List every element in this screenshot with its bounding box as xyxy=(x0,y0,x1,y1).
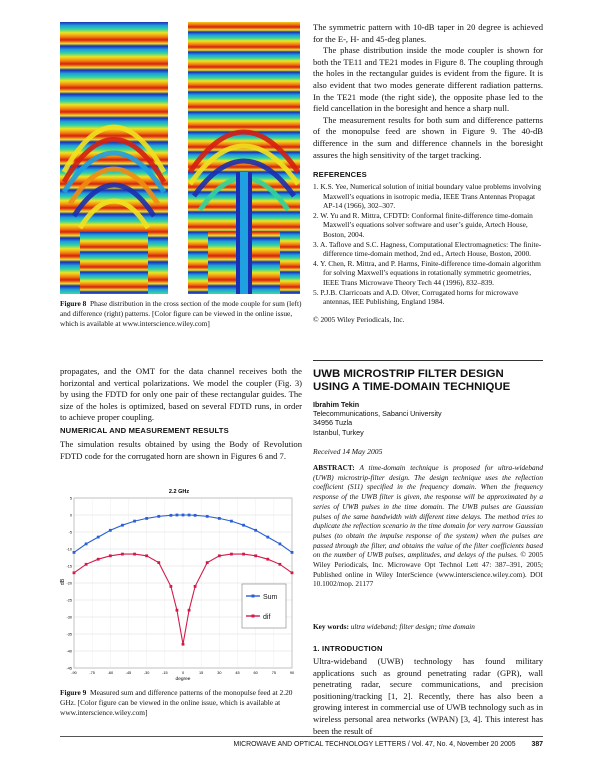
received-date: Received 14 May 2005 xyxy=(313,447,383,456)
reference-2: 2. W. Yu and R. Mittra, CFDTD: Conformal finite-difference time-domain Maxwell’s equations solver software and user’s guide, Artech House, Boston, 2004. xyxy=(313,210,533,239)
y-tick-label: -25 xyxy=(66,598,72,603)
data-point-dif xyxy=(109,554,112,557)
data-point-sum xyxy=(206,515,209,518)
section-paragraph xyxy=(60,439,302,462)
section-rule xyxy=(313,360,543,361)
data-point-sum xyxy=(133,520,136,523)
author-block xyxy=(313,400,543,437)
affiliation-2: 34956 Tuzla xyxy=(313,418,353,428)
x-tick-label: -75 xyxy=(89,671,95,675)
data-point-sum xyxy=(85,543,88,546)
x-tick-label: 60 xyxy=(253,671,258,675)
y-tick-label: -20 xyxy=(66,581,72,586)
sum-field-plot xyxy=(60,22,168,294)
reference-3: 3. A. Taflove and S.C. Hagness, Computational Electromagnetics: The finite-difference time-domain method, 2nd ed., Artech House, Boston, 2000. xyxy=(313,239,542,259)
left-body-paragraph xyxy=(60,366,302,424)
y-ticks xyxy=(67,497,73,671)
x-tick-label: 45 xyxy=(235,671,240,675)
data-point-dif xyxy=(133,553,136,556)
section-paragraph-text: The simulation results obtained by using the Body of Revolution FDTD code for the corrugated horn are shown in Figures 6 and 7. xyxy=(60,439,302,461)
data-point-dif xyxy=(188,609,191,612)
references-list xyxy=(313,182,543,324)
affiliation-1: Telecommunications, Sabanci University xyxy=(313,409,442,419)
figure9-chart xyxy=(58,482,300,682)
author-name: Ibrahim Tekin xyxy=(313,400,360,409)
chart-title: 2.2 GHz xyxy=(168,489,190,495)
data-point-dif xyxy=(169,585,172,588)
abstract xyxy=(313,463,543,589)
article-title-line-1: UWB MICROSTRIP FILTER DESIGN xyxy=(313,368,504,380)
x-tick-label: -45 xyxy=(125,671,132,675)
data-point-dif xyxy=(73,571,76,574)
chart-svg xyxy=(58,482,300,682)
y-axis-label: dB xyxy=(60,578,66,586)
data-point-sum xyxy=(194,514,197,517)
data-point-sum xyxy=(254,529,257,532)
data-point-dif xyxy=(176,609,179,612)
affiliation-3: Istanbul, Turkey xyxy=(313,427,364,437)
data-point-sum xyxy=(230,520,233,523)
data-point-dif xyxy=(266,558,269,561)
abstract-label: ABSTRACT: xyxy=(313,463,355,472)
data-point-dif xyxy=(206,561,209,564)
right-paragraph-3: The measurement results for both sum and difference patterns of the monopulse feed are shown in Figure 9. The 40-dB difference in the sum and difference channels in the boresight assures the high sensitivity of the target tracking. xyxy=(313,114,543,160)
keywords-label: Key words: xyxy=(313,622,349,631)
data-point-sum xyxy=(242,524,245,527)
y-tick-label: -30 xyxy=(66,615,72,620)
data-point-sum xyxy=(109,529,112,532)
reference-5: 5. P.J.B. Clarricoats and A.D. Olver, Corrugated horns for microwave antennas, IEE Publishing, England 1984. xyxy=(313,287,519,307)
x-axis-label: degree xyxy=(175,677,191,682)
figure8-caption-text: Phase distribution in the cross section of the mode couple for sum (left) and difference (right) patterns. [Color figure can be viewed in the online issue, which is available at www.interscience.wiley.com] xyxy=(60,299,302,328)
footer-journal: MICROWAVE AND OPTICAL TECHNOLOGY LETTERS / Vol. 47, No. 4, November 20 2005 xyxy=(233,741,516,748)
keywords-text: ultra wideband; filter design; time domain xyxy=(350,622,475,631)
y-tick-label: -45 xyxy=(66,666,72,671)
x-tick-label: 0 xyxy=(181,671,185,675)
data-point-dif xyxy=(194,585,197,588)
data-point-sum xyxy=(157,515,160,518)
data-point-sum xyxy=(291,551,294,554)
figure9-label: Figure 9 xyxy=(60,688,87,697)
data-point-sum xyxy=(169,514,172,517)
keywords xyxy=(313,622,543,632)
x-tick-label: 75 xyxy=(271,671,276,675)
data-point-dif xyxy=(278,563,281,566)
x-ticks xyxy=(71,671,294,675)
data-point-sum xyxy=(176,514,179,517)
x-tick-label: -90 xyxy=(71,671,77,675)
figure8-field-plots xyxy=(60,22,300,294)
data-point-dif xyxy=(85,563,88,566)
article-title xyxy=(313,368,543,394)
legend xyxy=(242,584,286,628)
reference-4: 4. Y. Chen, R. Mittra, and P. Harms, Finite-difference time-domain algorithm for solving Maxwell’s equations in rotationally symmetric geometries, IEEE Trans Microwave Theory Tech 44 (1996), 832–839. xyxy=(313,258,541,287)
footer xyxy=(60,741,543,748)
intro-heading: 1. INTRODUCTION xyxy=(313,644,383,653)
data-point-dif xyxy=(157,561,160,564)
difference-field-plot xyxy=(188,22,300,294)
data-point-dif xyxy=(97,558,100,561)
data-point-dif xyxy=(182,643,185,646)
figure8-caption xyxy=(60,299,302,328)
x-tick-label: 15 xyxy=(199,671,204,675)
footer-page-number: 387 xyxy=(531,741,543,748)
y-tick-label: 5 xyxy=(69,496,72,501)
references-heading: REFERENCES xyxy=(313,170,367,179)
legend-sum-marker xyxy=(252,595,255,598)
data-point-sum xyxy=(182,514,185,517)
legend-dif-label: dif xyxy=(263,614,271,621)
y-tick-label: -35 xyxy=(66,632,72,637)
data-point-sum xyxy=(73,551,76,554)
data-point-sum xyxy=(278,543,281,546)
body-paragraph: propagates, and the OMT for the data channel receives both the horizontal and vertical polarizations. We model the coupler (Fig. 3) by using the FDTD for only one pair of these rectangular guides. The size of the holes is optimized, based on several FDTD runs, in order to achieve proper coupling. xyxy=(60,366,302,423)
figure9-caption-text: Measured sum and difference patterns of the monopulse feed at 2.20 GHz. [Color figure can be viewed in the online issue, which is available at www.interscience.wiley.com] xyxy=(60,688,293,717)
abstract-text: A time-domain technique is proposed for ultra-wideband (UWB) microstrip-filter design. The design technique uses the reflection coefficient (S11) specified in the frequency domain. When the frequency response of the UWB filter is given, the response will be approximated by a series of UWB pulses in the time domain. The UWB pulses are Gaussian pulses of the same bandwidth with different time delays. The method tries to duplicate the reflection scenario in the time domain for very narrow Gaussian pulses (to obtain the impulse response of the system) when the pulses are passed through the filter, and obtains the value of the filter coefficients based on the number of UWB pulses, amplitudes, and delays of the pulses. xyxy=(313,463,543,560)
data-point-dif xyxy=(254,554,257,557)
figure9-caption xyxy=(60,688,302,717)
y-tick-label: -5 xyxy=(68,530,72,535)
legend-sum-label: Sum xyxy=(263,594,278,601)
footer-rule xyxy=(60,736,543,737)
abstract-tail: © 2005 Wiley Periodicals, Inc. Microwave Opt Technol Lett 47: 387–391, 2005; Published online in Wiley InterScience (www.interscience.wiley.com). DOI 10.1002/mop. 21177 xyxy=(313,550,543,589)
right-top-text xyxy=(313,22,543,161)
data-point-dif xyxy=(242,553,245,556)
data-point-dif xyxy=(121,553,124,556)
data-point-sum xyxy=(266,536,269,539)
x-tick-label: 90 xyxy=(289,671,295,675)
copyright: © 2005 Wiley Periodicals, Inc. xyxy=(313,314,405,324)
data-point-sum xyxy=(188,514,191,517)
data-point-sum xyxy=(121,524,124,527)
data-point-dif xyxy=(291,571,294,574)
data-point-dif xyxy=(218,554,221,557)
y-tick-label: -40 xyxy=(66,649,72,654)
data-point-dif xyxy=(230,553,233,556)
right-paragraph-1: The symmetric pattern with 10-dB taper in 20 degree is achieved for the E-, H- and 45-deg planes. xyxy=(313,22,543,44)
article-title-line-2: USING A TIME-DOMAIN TECHNIQUE xyxy=(313,381,511,393)
reference-1: 1. K.S. Yee, Numerical solution of initial boundary value problems involving Maxwell’s equations in isotropic media, IEEE Trans Antennas Propagat AP-14 (1966), 302–307. xyxy=(313,182,542,211)
figure8-image xyxy=(60,22,300,294)
y-tick-label: -10 xyxy=(66,547,72,552)
intro-paragraph xyxy=(313,656,543,737)
data-point-dif xyxy=(145,554,148,557)
x-tick-label: -60 xyxy=(107,671,114,675)
right-paragraph-2: The phase distribution inside the mode coupler is shown for both the TE11 and TE21 modes in Figure 8. The coupling through the holes in the rectangular guides is evident from the figure. It is also evident that two modes generate different radiation patterns. In the TE21 mode (the right side), the opposite phase led to the field cancellation in the boresight and hence a sharp null. xyxy=(313,45,543,114)
y-tick-label: 0 xyxy=(69,513,72,518)
legend-dif-marker xyxy=(252,615,255,618)
x-tick-label: -15 xyxy=(162,671,168,675)
intro-text: Ultra-wideband (UWB) technology has found military applications such as ground penetrating radar (GPR), wall penetrating radar, secure communications, and precision positioning/tracking [1, 2]. Recently, there has also been a growing interest in commercial use of UWB technology such as in wireless personal area networks (WPAN) [3, 4]. This interest has been the result of xyxy=(313,656,543,736)
data-point-sum xyxy=(97,536,100,539)
y-tick-label: -15 xyxy=(66,564,72,569)
figure8-label: Figure 8 xyxy=(60,299,87,308)
x-tick-label: -30 xyxy=(143,671,150,675)
data-point-sum xyxy=(145,517,148,520)
data-point-sum xyxy=(218,517,221,520)
legend-box xyxy=(242,584,286,628)
section-heading: NUMERICAL AND MEASUREMENT RESULTS xyxy=(60,426,229,435)
x-tick-label: 30 xyxy=(217,671,222,675)
